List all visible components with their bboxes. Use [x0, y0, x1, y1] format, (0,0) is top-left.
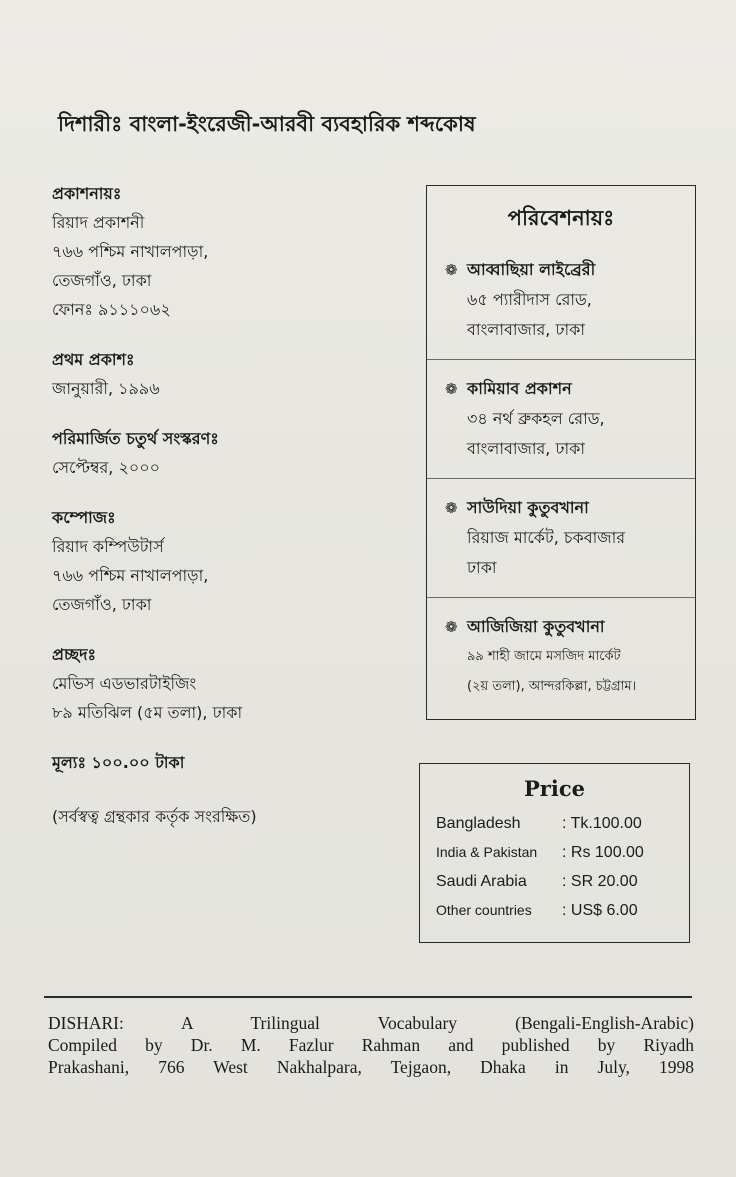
cover-block	[52, 641, 392, 727]
price-row	[420, 838, 689, 867]
distributor-item	[427, 255, 695, 345]
cover-heading: প্রচ্ছদঃ	[52, 645, 97, 664]
compose-line: রিয়াদ কম্পিউটার্স	[52, 537, 164, 556]
publisher-phone: ফোনঃ ৯১১১০৬২	[52, 300, 171, 319]
compose-line: ৭৬৬ পশ্চিম নাখালপাড়া,	[52, 566, 209, 585]
imprint-line: DISHARI: A Trilingual Vocabulary (Bengali-English-Arabic)	[48, 1013, 694, 1033]
cover-line: ৮৯ মতিঝিল (৫ম তলা), ঢাকা	[52, 703, 243, 722]
price-row	[420, 809, 689, 838]
distributor-name: সাউদিয়া কুতুবখানা	[467, 498, 589, 517]
divider	[427, 597, 695, 598]
distributor-name: আজিজিয়া কুতুবখানা	[467, 617, 605, 636]
distributor-name: কামিয়াব প্রকাশন	[467, 379, 572, 398]
publication-details	[52, 180, 392, 831]
first-edition-block	[52, 346, 392, 403]
price-value: : US$ 6.00	[562, 902, 638, 919]
flower-bullet-icon: ❁	[445, 499, 458, 517]
publisher-line: রিয়াদ প্রকাশনী	[52, 213, 145, 232]
price-country: India & Pakistan	[436, 844, 538, 860]
price-bengali: মূল্যঃ ১০০.০০ টাকা	[52, 753, 185, 772]
price-title: Price	[524, 776, 585, 801]
divider	[427, 359, 695, 360]
distributor-address: বাংলাবাজার, ঢাকা	[467, 439, 585, 458]
divider	[427, 478, 695, 479]
distributor-list	[427, 255, 695, 702]
publisher-line: ৭৬৬ পশ্চিম নাখালপাড়া,	[52, 242, 209, 261]
price-box	[419, 763, 690, 943]
divider-rule	[44, 996, 692, 998]
distributor-item	[427, 493, 695, 583]
book-title: দিশারীঃ বাংলা-ইংরেজী-আরবী ব্যবহারিক শব্দকোষ	[58, 112, 476, 136]
price-value: : SR 20.00	[562, 873, 638, 890]
price-value: : Tk.100.00	[562, 815, 642, 832]
price-value: : Rs 100.00	[562, 844, 644, 861]
price-country: Other countries	[436, 902, 532, 918]
distributor-address: (২য় তলা), আন্দরকিল্লা, চট্টগ্রাম।	[467, 679, 637, 694]
imprint-line: Compiled by Dr. M. Fazlur Rahman and published by Riyadh	[48, 1035, 694, 1055]
distributor-item	[427, 374, 695, 464]
first-edition-heading: প্রথম প্রকাশঃ	[52, 350, 135, 369]
publisher-block	[52, 180, 392, 324]
compose-line: তেজগাঁও, ঢাকা	[52, 595, 152, 614]
publisher-line: তেজগাঁও, ঢাকা	[52, 271, 152, 290]
flower-bullet-icon: ❁	[445, 618, 458, 636]
copyright-notice: (সর্বস্বত্ব গ্রন্থকার কর্তৃক সংরক্ষিত)	[52, 807, 257, 826]
compose-heading: কম্পোজঃ	[52, 508, 116, 527]
distributor-address: ঢাকা	[467, 558, 497, 577]
revised-edition-heading: পরিমার্জিত চতুর্থ সংস্করণঃ	[52, 429, 219, 448]
distributor-item	[427, 612, 695, 702]
revised-edition-date: সেপ্টেম্বর, ২০০০	[52, 458, 161, 477]
price-country: Saudi Arabia	[436, 873, 527, 890]
distributor-name: আব্বাছিয়া লাইব্রেরী	[467, 260, 596, 279]
revised-edition-block	[52, 425, 392, 482]
flower-bullet-icon: ❁	[445, 380, 458, 398]
imprint-line: Prakashani, 766 West Nakhalpara, Tejgaon, Dhaka in July, 1998	[48, 1057, 694, 1077]
cover-line: মেভিস এডভারটাইজিং	[52, 674, 197, 693]
first-edition-date: জানুয়ারী, ১৯৯৬	[52, 379, 160, 398]
distributor-address: ৩৪ নর্থ ব্রুকহল রোড,	[467, 409, 605, 428]
compose-block	[52, 504, 392, 619]
distributor-address: ৯৯ শাহী জামে মসজিদ মার্কেট	[467, 649, 621, 664]
distributor-address: রিয়াজ মার্কেট, চকবাজার	[467, 528, 626, 547]
distributor-address: ৬৫ প্যারীদাস রোড,	[467, 290, 592, 309]
price-country: Bangladesh	[436, 815, 521, 832]
publisher-heading: প্রকাশনায়ঃ	[52, 184, 122, 203]
price-row	[420, 896, 689, 925]
distribution-box	[426, 185, 696, 720]
distributor-address: বাংলাবাজার, ঢাকা	[467, 320, 585, 339]
english-imprint	[48, 1012, 694, 1078]
distribution-title: পরিবেশনায়ঃ	[507, 206, 615, 230]
price-row	[420, 867, 689, 896]
flower-bullet-icon: ❁	[445, 261, 458, 279]
